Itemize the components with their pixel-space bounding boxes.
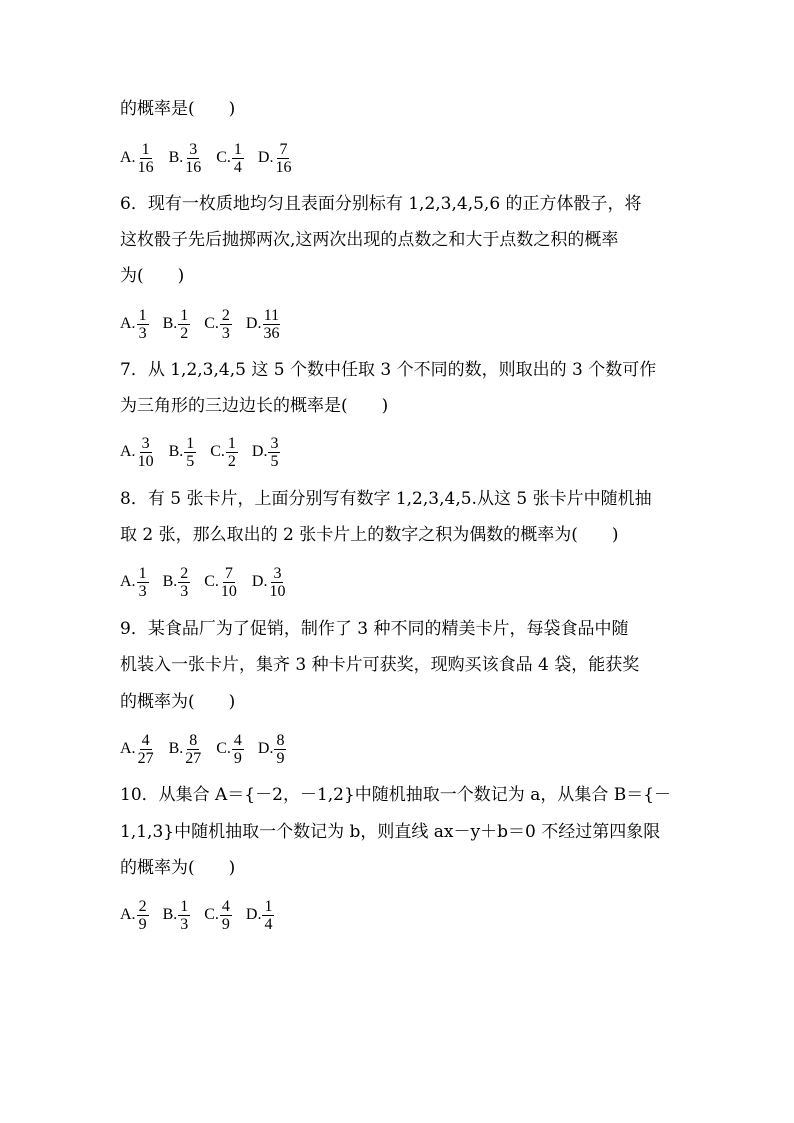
q6-option-a: A. $\frac{1}{3}$ [120, 306, 147, 342]
q10-option-b: B. $\frac{1}{3}$ [162, 897, 189, 933]
fraction: $\frac{1}{3}$ [138, 306, 147, 342]
q9-option-d: D. $\frac{8}{9}$ [257, 731, 285, 767]
q10-option-a: A. $\frac{2}{9}$ [120, 897, 147, 933]
q10-stem-line-1: 10．从集合 A＝{－2，－1,2}中随机抽取一个数记为 a，从集合 B＝{－ [120, 785, 672, 805]
q10-stem-line-2: 1,1,3}中随机抽取一个数记为 b，则直线 ax－y＋b＝0 不经过第四象限 [120, 822, 661, 842]
q9-stem-line-2: 机装入一张卡片，集齐 3 种卡片可获奖，现购买该食品 4 袋，能获奖 [120, 655, 640, 675]
fraction: $\frac{1}{5}$ [186, 434, 195, 470]
fraction: $\frac{4}{27}$ [137, 731, 154, 767]
q6-stem-line-2: 这枚骰子先后抛掷两次,这两次出现的点数之和大于点数之积的概率 [120, 230, 619, 250]
q8-option-a: A. $\frac{1}{3}$ [120, 564, 147, 600]
fraction: $\frac{3}{10}$ [269, 564, 286, 600]
q6-stem-line-1: 6．现有一枚质地均匀且表面分别标有 1,2,3,4,5,6 的正方体骰子，将 [120, 194, 642, 214]
q9-stem-line-3: 的概率为( ) [120, 692, 236, 712]
fraction: $\frac{3}{16}$ [185, 140, 202, 176]
fraction: $\frac{1}{4}$ [264, 897, 273, 933]
fraction: $\frac{4}{9}$ [221, 897, 230, 933]
q9-option-c: C. $\frac{4}{9}$ [216, 731, 242, 767]
q7-stem-line-2: 为三角形的三边边长的概率是( ) [120, 396, 389, 416]
fraction: $\frac{1}{16}$ [137, 140, 154, 176]
q5-stem-tail: 的概率是( ) [120, 99, 236, 119]
fraction: $\frac{11}{36}$ [263, 306, 280, 342]
q6-options [120, 302, 294, 346]
fraction: $\frac{1}{3}$ [180, 897, 189, 933]
q10-option-d: D. $\frac{1}{4}$ [245, 897, 273, 933]
fraction: $\frac{2}{9}$ [138, 897, 147, 933]
q7-options [120, 430, 294, 474]
fraction: $\frac{1}{2}$ [227, 434, 236, 470]
q8-option-b: B. $\frac{2}{3}$ [162, 564, 189, 600]
q5-option-b: B. $\frac{3}{16}$ [168, 140, 202, 176]
fraction: $\frac{1}{3}$ [138, 564, 147, 600]
q5-option-c: C. $\frac{1}{4}$ [216, 140, 242, 176]
fraction: $\frac{8}{9}$ [276, 731, 285, 767]
q5-option-d: D. $\frac{7}{16}$ [257, 140, 292, 176]
q6-option-c: C. $\frac{2}{3}$ [204, 306, 230, 342]
q9-option-b: B. $\frac{8}{27}$ [168, 731, 202, 767]
q9-option-a: A. $\frac{4}{27}$ [120, 731, 154, 767]
q7-option-d: D. $\frac{3}{5}$ [251, 434, 279, 470]
fraction: $\frac{3}{10}$ [137, 434, 154, 470]
fraction: $\frac{8}{27}$ [185, 731, 202, 767]
q10-options [120, 893, 288, 937]
q5-options [120, 136, 306, 180]
q5-option-a: A. $\frac{1}{16}$ [120, 140, 154, 176]
q7-option-a: A. $\frac{3}{10}$ [120, 434, 154, 470]
fraction: $\frac{3}{5}$ [270, 434, 279, 470]
fraction: $\frac{1}{2}$ [180, 306, 189, 342]
q9-options [120, 727, 300, 771]
q6-stem-line-3: 为( ) [120, 266, 185, 286]
q10-stem-line-3: 的概率为( ) [120, 858, 236, 878]
q8-options [120, 560, 300, 604]
q7-option-c: C. $\frac{1}{2}$ [210, 434, 236, 470]
q8-stem-line-1: 8．有 5 张卡片，上面分别写有数字 1,2,3,4,5.从这 5 张卡片中随机抽 [120, 489, 652, 509]
q9-stem-line-1: 9．某食品厂为了促销，制作了 3 种不同的精美卡片，每袋食品中随 [120, 619, 629, 639]
q8-stem-line-2: 取 2 张，那么取出的 2 张卡片上的数字之积为偶数的概率为( ) [120, 525, 619, 545]
fraction: $\frac{2}{3}$ [180, 564, 189, 600]
q7-stem-line-1: 7．从 1,2,3,4,5 这 5 个数中任取 3 个不同的数，则取出的 3 个数可作 [120, 360, 657, 380]
q8-option-d: D. $\frac{3}{10}$ [251, 564, 286, 600]
fraction: $\frac{1}{4}$ [233, 140, 242, 176]
fraction: $\frac{7}{16}$ [275, 140, 292, 176]
fraction: $\frac{2}{3}$ [221, 306, 230, 342]
q6-option-d: D. $\frac{11}{36}$ [245, 306, 280, 342]
q8-option-c: C. $\frac{7}{10}$ [204, 564, 237, 600]
q7-option-b: B. $\frac{1}{5}$ [168, 434, 195, 470]
q6-option-b: B. $\frac{1}{2}$ [162, 306, 189, 342]
fraction: $\frac{4}{9}$ [233, 731, 242, 767]
q10-option-c: C. $\frac{4}{9}$ [204, 897, 230, 933]
fraction: $\frac{7}{10}$ [220, 564, 237, 600]
